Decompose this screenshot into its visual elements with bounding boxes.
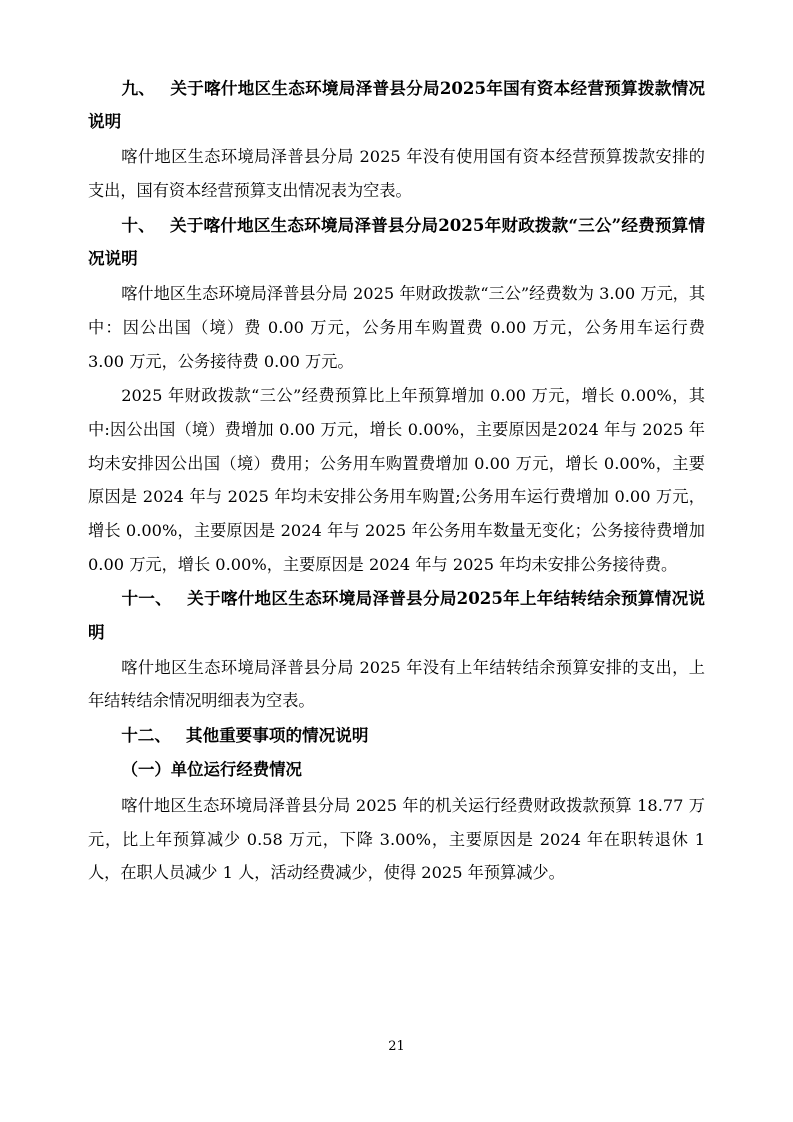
section-heading-twelve — [88, 719, 705, 752]
paragraph-twelve-body: 喀什地区生态环境局泽普县分局 2025 年的机关运行经费财政拨款预算 18.77 万元，比上年预算减少 0.58 万元，下降 3.00%，主要原因是 2024 年在职转退休 1 人，在职人员减少 1 人，活动经费减少，使得 2025 年预算减少。 — [88, 796, 705, 883]
page-number: 21 — [388, 1039, 405, 1054]
heading-number: 十二、 — [121, 725, 171, 746]
section-heading-eleven — [88, 582, 705, 648]
section-heading-ten — [88, 209, 705, 275]
paragraph-ten-body-two: 2025 年财政拨款“三公”经费预算比上年预算增加 0.00 万元，增长 0.00%，其中:因公出国（境）费增加 0.00 万元，增长 0.00%，主要原因是2024 年与 2025 年均未安排因公出国（境）费用；公务用车购置费增加 0.00 万元，增长 0.00%，主要原因是 2024 年与 2025 年均未安排公务用车购置;公务用车运行费增加 0.00 万元，增长 0.00%，主要原因是 2024 年与 2025 年公务用车数量无变化；公务接待费增加 0.00 万元，增长 0.00%，主要原因是 2024 年与 2025 年均未安排公务接待费。 — [88, 386, 705, 574]
heading-text: 关于喀什地区生态环境局泽普县分局2025年财政拨款“三公”经费预算情况说明 — [88, 214, 705, 268]
document-body — [88, 72, 705, 890]
heading-text: 关于喀什地区生态环境局泽普县分局2025年国有资本经营预算拨款情况说明 — [88, 78, 706, 132]
paragraph-nine-body: 喀什地区生态环境局泽普县分局 2025 年没有使用国有资本经营预算拨款安排的支出，国有资本经营预算支出情况表为空表。 — [88, 147, 705, 201]
paragraph-ten-body-one: 喀什地区生态环境局泽普县分局 2025 年财政拨款“三公”经费数为 3.00 万元，其中：因公出国（境）费 0.00 万元，公务用车购置费 0.00 万元，公务用车运行费 3.00 万元，公务接待费 0.00 万元。 — [88, 284, 706, 371]
heading-number: 十、 — [121, 214, 155, 235]
heading-text: 其他重要事项的情况说明 — [185, 725, 369, 746]
heading-number: 九、 — [121, 78, 156, 98]
subsection-heading-one: （一）单位运行经费情况 — [121, 760, 302, 780]
heading-number: 十一、 — [121, 588, 172, 609]
paragraph-eleven-body: 喀什地区生态环境局泽普县分局 2025 年没有上年结转结余预算安排的支出，上年结转结余情况明细表为空表。 — [88, 657, 705, 711]
heading-text: 关于喀什地区生态环境局泽普县分局2025年上年结转结余预算情况说明 — [88, 588, 706, 642]
section-heading-nine — [88, 72, 705, 138]
